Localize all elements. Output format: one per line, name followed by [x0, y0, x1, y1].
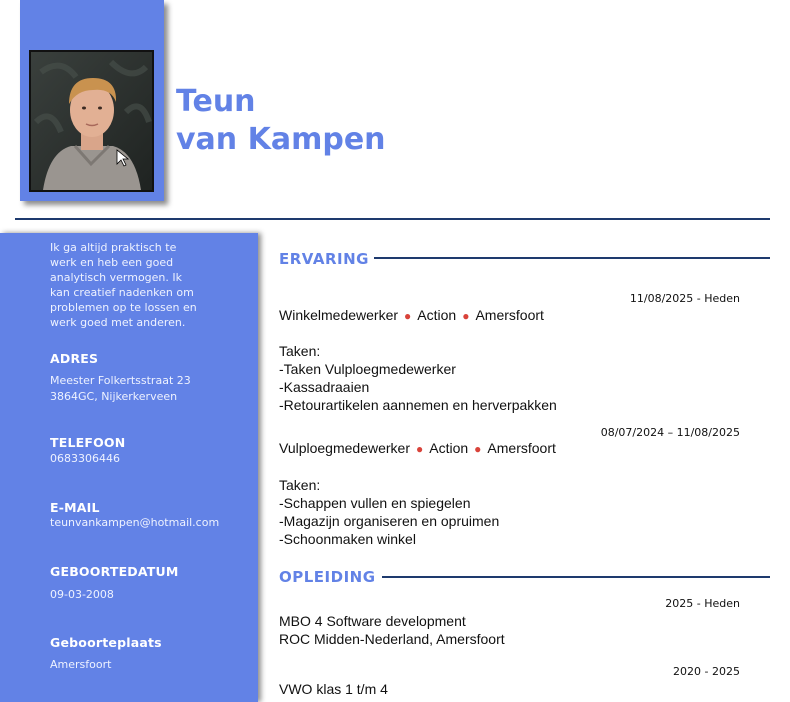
task-item: -Magazijn organiseren en opruimen	[279, 513, 500, 529]
education-program: VWO klas 1 t/m 4	[279, 681, 388, 697]
intro-text: Ik ga altijd praktisch te werk en heb een goed analytisch vermogen. Ik kan creatief nadenken om problemen op te lossen en werk goed met anderen.	[50, 241, 197, 329]
profile-photo-image	[31, 52, 152, 190]
bullet-dot: ●	[416, 442, 424, 456]
education-date: 2025 - Heden	[665, 597, 740, 610]
birthplace-heading: Geboorteplaats	[50, 635, 162, 650]
education-program: MBO 4 Software development	[279, 613, 466, 629]
task-item: -Schappen vullen en spiegelen	[279, 495, 471, 511]
phone-heading: TELEFOON	[50, 435, 126, 450]
first-name: Teun	[176, 84, 256, 119]
task-item: -Kassadraaien	[279, 379, 370, 395]
bullet-dot: ●	[462, 309, 470, 323]
job-date: 11/08/2025 - Heden	[629, 292, 740, 305]
bullet-dot: ●	[404, 309, 412, 323]
email-heading: E-MAIL	[50, 500, 100, 515]
job-city: Amersfoort	[487, 440, 556, 456]
education-item	[279, 612, 505, 648]
job-tasks	[279, 476, 499, 548]
task-item: -Taken Vulploegmedewerker	[279, 361, 456, 377]
email-value: teunvankampen@hotmail.com	[50, 516, 220, 529]
job-role: Winkelmedewerker	[279, 307, 399, 323]
job-date: 08/07/2024 – 11/08/2025	[600, 426, 740, 439]
birthplace-value: Amersfoort	[50, 658, 112, 671]
job-city: Amersfoort	[475, 307, 544, 323]
job-tasks	[279, 342, 557, 414]
education-divider	[382, 576, 770, 578]
header-divider	[15, 218, 770, 220]
job-company: Action	[417, 307, 457, 323]
experience-divider	[374, 257, 770, 259]
address-heading: ADRES	[50, 351, 99, 366]
task-item: -Retourartikelen aannemen en herverpakken	[279, 397, 557, 413]
bullet-dot: ●	[474, 442, 482, 456]
job-role: Vulploegmedewerker	[279, 440, 410, 456]
profile-photo	[29, 50, 154, 192]
job-title-line	[279, 307, 544, 323]
education-date: 2020 - 2025	[673, 665, 740, 678]
address-value: Meester Folkertsstraat 23 3864GC, Nijkerkerveen	[50, 374, 191, 403]
task-item: -Schoonmaken winkel	[279, 531, 416, 547]
tasks-label: Taken:	[279, 343, 321, 359]
education-school: ROC Midden-Nederland, Amersfoort	[279, 631, 505, 647]
education-heading: OPLEIDING	[279, 568, 376, 586]
birthdate-value: 09-03-2008	[50, 588, 114, 601]
last-name: van Kampen	[176, 122, 386, 157]
tasks-label: Taken:	[279, 477, 321, 493]
education-item	[279, 680, 388, 698]
candidate-name	[176, 83, 386, 159]
birthdate-heading: GEBOORTEDATUM	[50, 564, 179, 579]
job-title-line	[279, 440, 556, 456]
sidebar	[0, 233, 258, 702]
experience-heading: ERVARING	[279, 250, 369, 268]
phone-value: 0683306446	[50, 452, 120, 465]
job-company: Action	[429, 440, 469, 456]
